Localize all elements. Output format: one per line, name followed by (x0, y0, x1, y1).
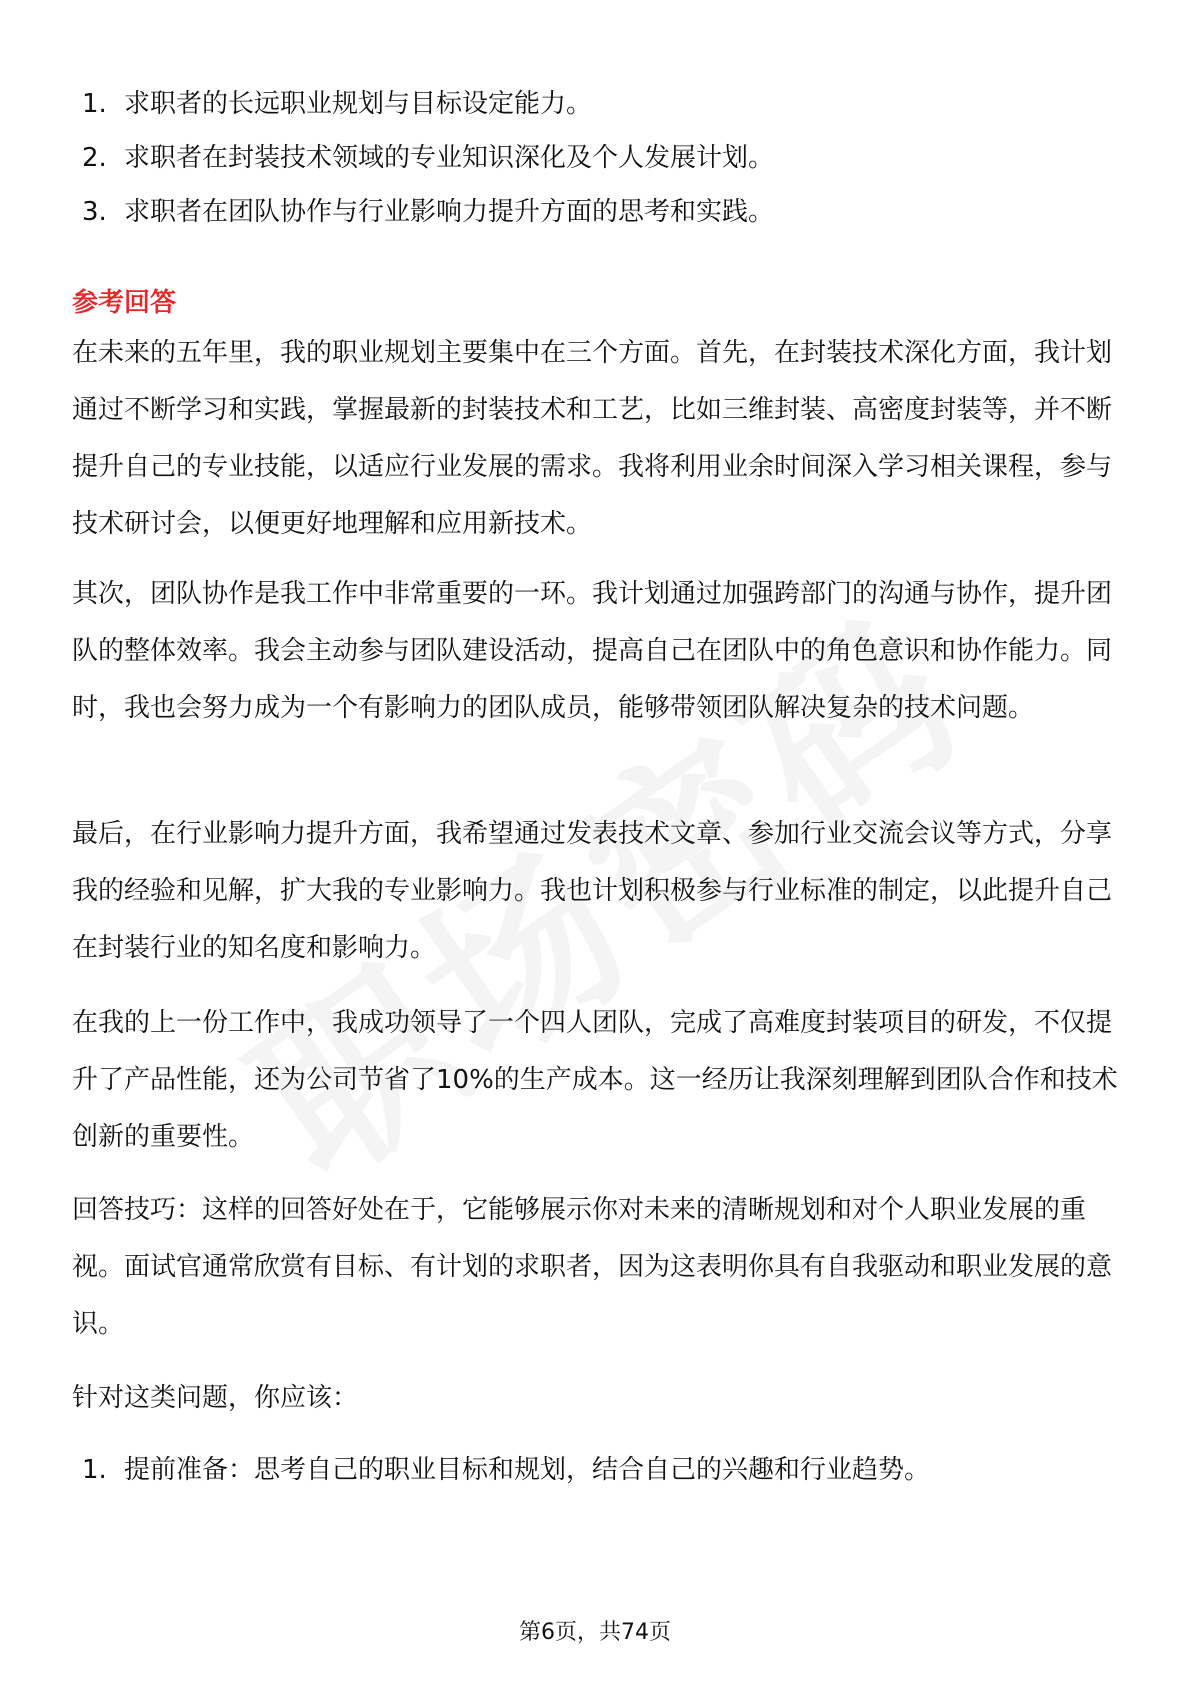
tips-paragraph: 回答技巧：这样的回答好处在于，它能够展示你对未来的清晰规划和对个人职业发展的重视。面试官通常欣赏有目标、有计划的求职者，因为这表明你具有自我驱动和职业发展的意识。 (72, 1195, 1113, 1339)
list-item (82, 1450, 1112, 1490)
list-item (82, 138, 1112, 178)
answer-heading: 参考回答 (72, 288, 177, 318)
paragraph: 其次，团队协作是我工作中非常重要的一环。我计划通过加强跨部门的沟通与协作，提升团队的整体效率。我会主动参与团队建设活动，提高自己在团队中的角色意识和协作能力。同时，我也会努力成为一个有影响力的团队成员，能够带领团队解决复杂的技术问题。 (72, 579, 1113, 723)
list-text: 求职者的长远职业规划与目标设定能力。 (124, 89, 593, 119)
list-text: 求职者在团队协作与行业影响力提升方面的思考和实践。 (124, 197, 775, 227)
list-number: 1. (82, 1455, 107, 1485)
paragraph: 最后，在行业影响力提升方面，我希望通过发表技术文章、参加行业交流会议等方式，分享我的经验和见解，扩大我的专业影响力。我也计划积极参与行业标准的制定，以此提升自己在封装行业的知名度和影响力。 (72, 819, 1113, 963)
list-number: 1. (82, 89, 107, 119)
list-text: 求职者在封装技术领域的专业知识深化及个人发展计划。 (124, 143, 775, 173)
paragraph: 针对这类问题，你应该： (72, 1383, 359, 1413)
list-number: 2. (82, 143, 107, 173)
paragraph: 在我的上一份工作中，我成功领导了一个四人团队，完成了高难度封装项目的研发，不仅提升了产品性能，还为公司节省了10%的生产成本。这一经历让我深刻理解到团队合作和技术创新的重要性。 (72, 1008, 1118, 1152)
list-number: 3. (82, 197, 107, 227)
page-footer: 第6页，共74页 (519, 1620, 671, 1645)
list-item (82, 192, 1112, 232)
paragraph: 在未来的五年里，我的职业规划主要集中在三个方面。首先，在封装技术深化方面，我计划通过不断学习和实践，掌握最新的封装技术和工艺，比如三维封装、高密度封装等，并不断提升自己的专业技能，以适应行业发展的需求。我将利用业余时间深入学习相关课程，参与技术研讨会，以便更好地理解和应用新技术。 (72, 338, 1113, 539)
list-item (82, 84, 1112, 124)
list-text: 提前准备：思考自己的职业目标和规划，结合自己的兴趣和行业趋势。 (124, 1455, 931, 1485)
